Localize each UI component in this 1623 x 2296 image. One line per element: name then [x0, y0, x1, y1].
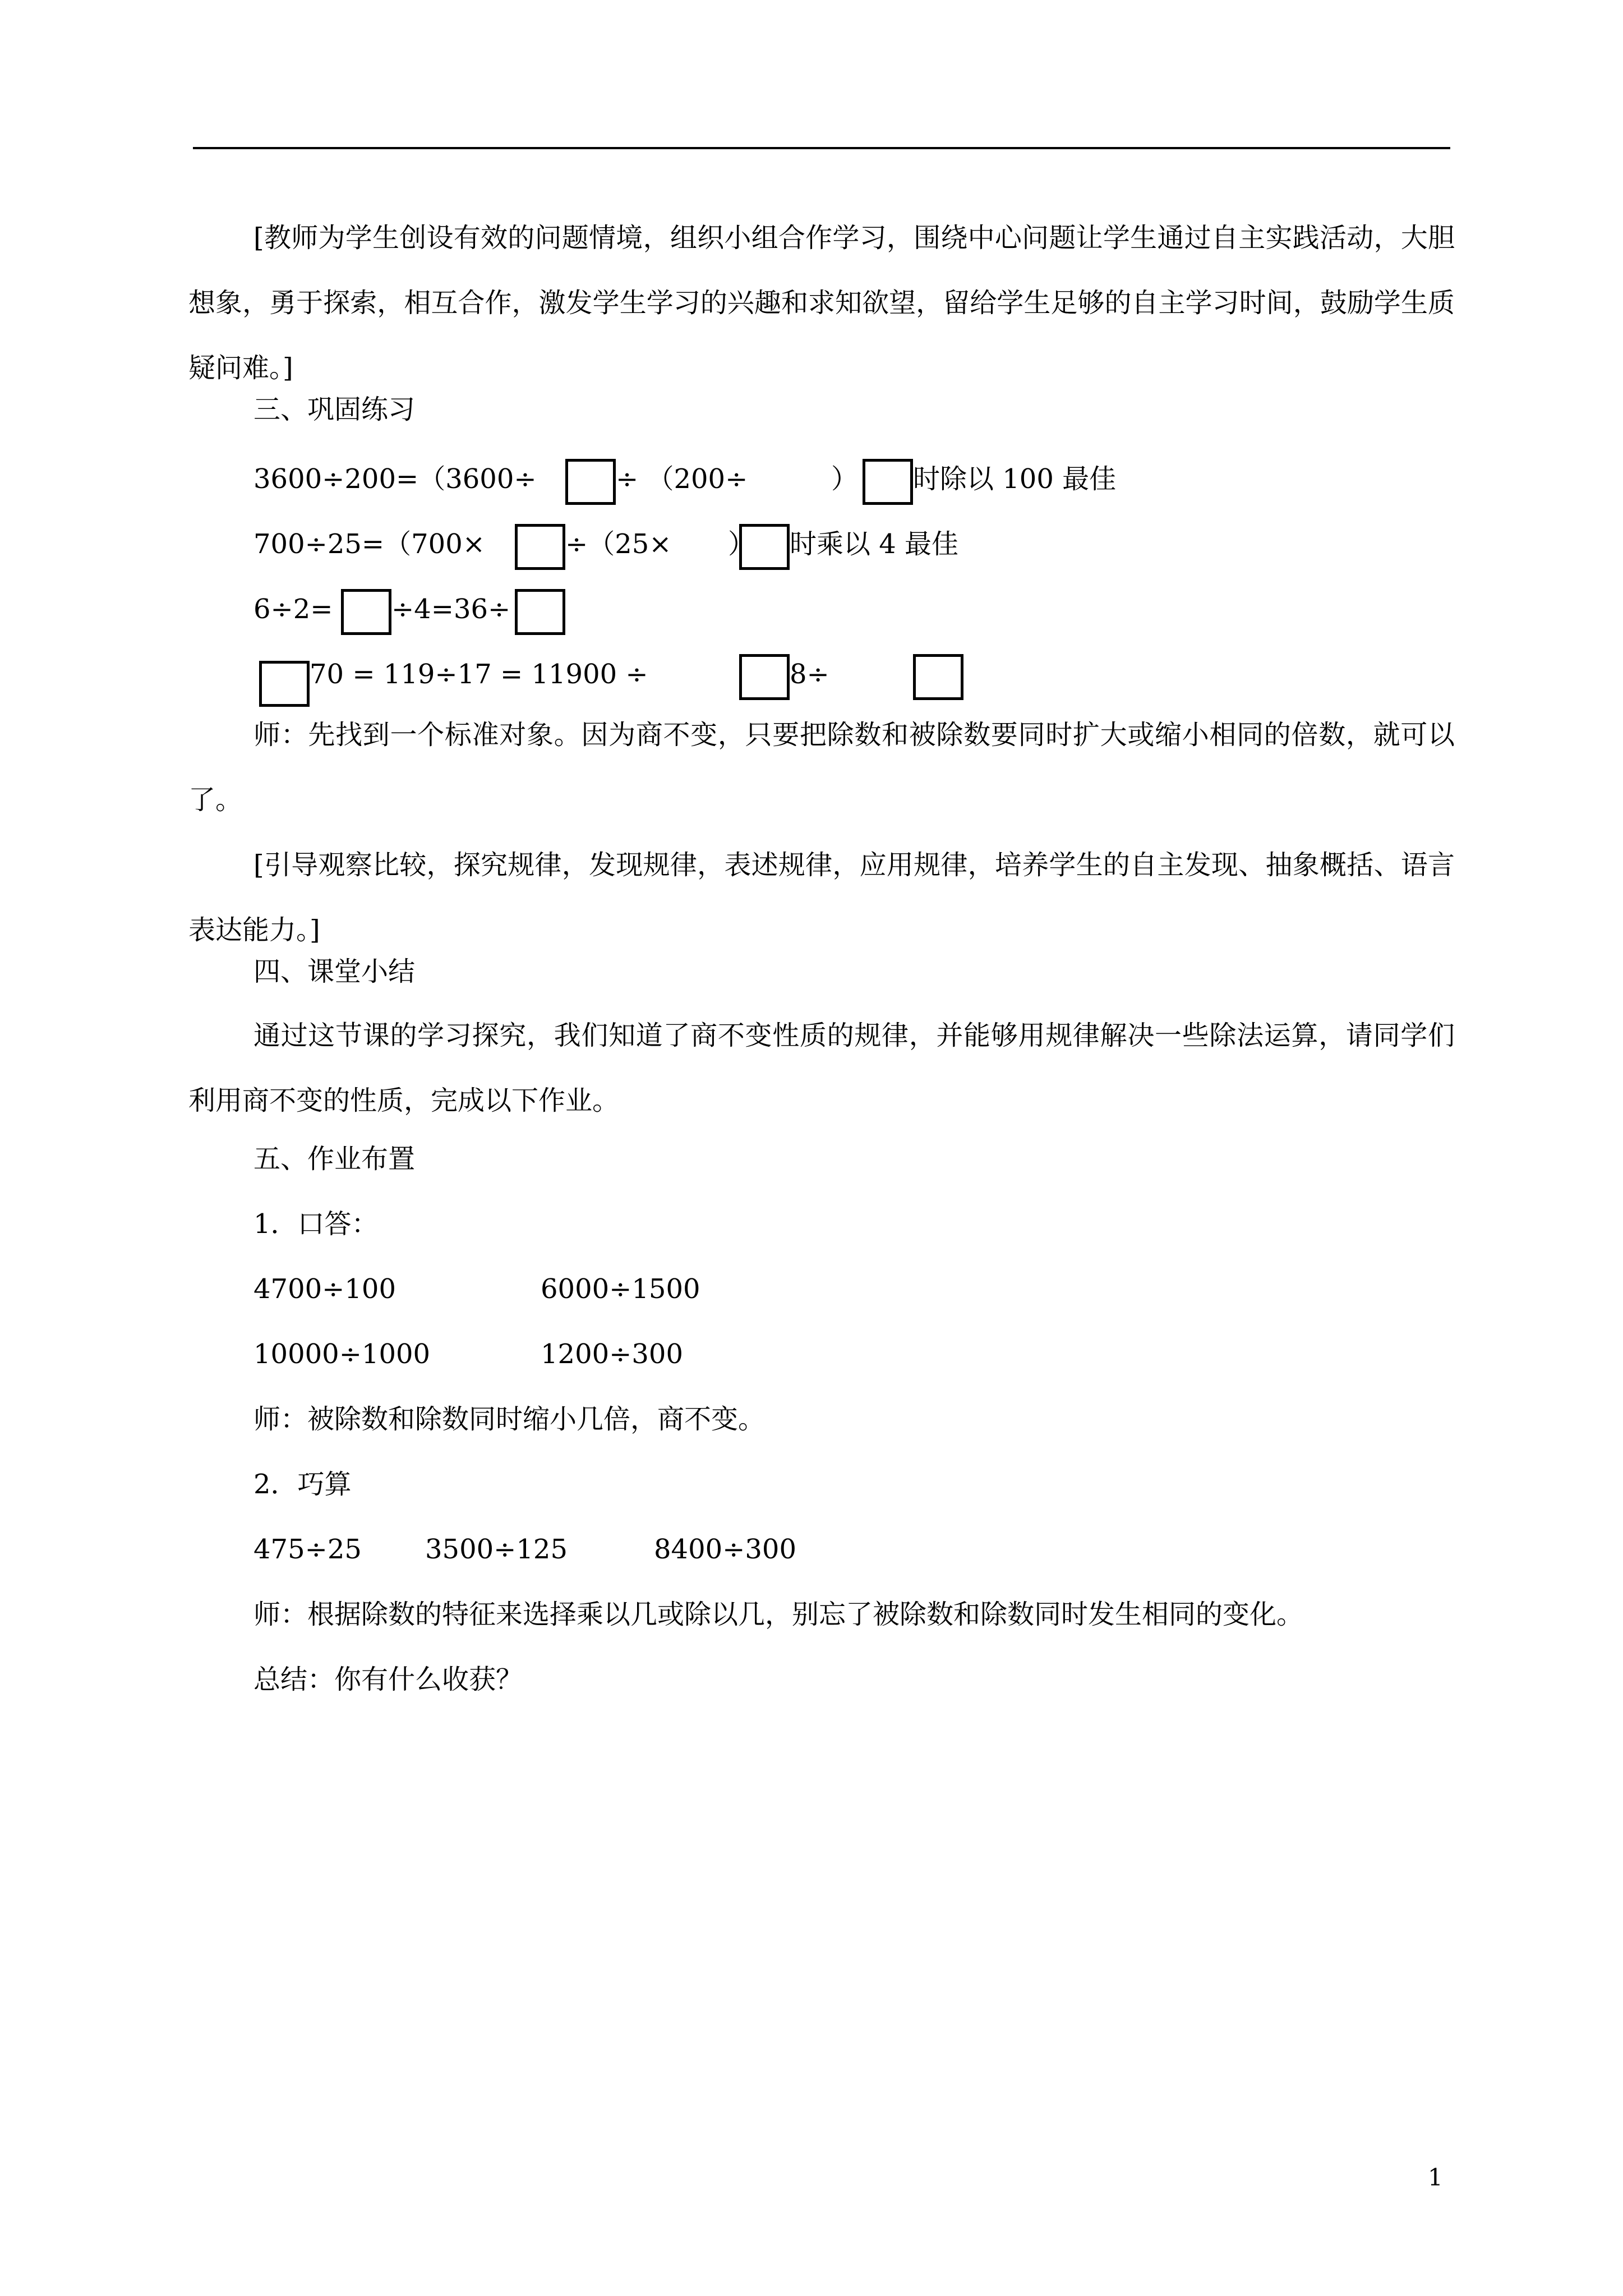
section-5-title: 五、作业布置 [253, 1143, 416, 1175]
exercise-1-part-a: 3600÷200=（3600÷ [253, 463, 537, 495]
exercise-4-part-b: 8÷ [790, 659, 829, 690]
homework-1-item: 1200÷300 [541, 1338, 683, 1370]
section-4-title: 四、课堂小结 [253, 956, 416, 987]
section-3-title: 三、巩固练习 [253, 394, 416, 425]
answer-box[interactable] [515, 589, 565, 635]
exercise-1-part-c: ） [831, 463, 859, 495]
conclusion-line: 总结：你有什么收获？ [253, 1664, 523, 1695]
exercise-4-part-a: 70 = 119÷17 = 11900 ÷ [310, 659, 648, 690]
homework-2-item: 3500÷125 [425, 1534, 568, 1565]
exercise-2-part-a: 700÷25=（700× [253, 528, 485, 560]
homework-2-item: 475÷25 [253, 1534, 362, 1565]
page-number: 1 [1428, 2164, 1443, 2191]
answer-box[interactable] [739, 524, 790, 570]
homework-1-item: 6000÷1500 [541, 1273, 700, 1305]
teacher-remark-2: 师：被除数和除数同时缩小几倍，商不变。 [253, 1404, 766, 1435]
teacher-remark-1 [188, 702, 1455, 832]
answer-box[interactable] [565, 459, 616, 505]
header-rule [193, 147, 1450, 149]
answer-box[interactable] [863, 459, 913, 505]
intro-text: [教师为学生创设有效的问题情境，组织小组合作学习，围绕中心问题让学生通过自主实践活动，大胆想象，勇于探索，相互合作，激发学生学习的兴趣和求知欲望，留给学生足够的自主学习时间，鼓励学生质疑问难。] [188, 222, 1455, 384]
answer-box[interactable] [515, 524, 565, 570]
exercise-3-part-b: ÷4=36÷ [391, 593, 511, 625]
exercise-2-part-c: ） [728, 528, 755, 560]
homework-1-item: 10000÷1000 [253, 1338, 431, 1370]
answer-box[interactable] [913, 654, 963, 700]
answer-box[interactable] [259, 661, 310, 707]
homework-1-item: 4700÷100 [253, 1273, 396, 1305]
exercise-3-part-a: 6÷2= [253, 593, 333, 625]
exercise-2-part-b: ÷（25× [565, 528, 672, 560]
answer-box[interactable] [341, 589, 391, 635]
answer-box[interactable] [739, 654, 790, 700]
summary-text: 通过这节课的学习探究，我们知道了商不变性质的规律，并能够用规律解决一些除法运算，请同学们利用商不变的性质，完成以下作业。 [188, 1020, 1455, 1116]
guide-text: [引导观察比较，探究规律，发现规律，表述规律，应用规律，培养学生的自主发现、抽象概括、语言表达能力。] [188, 849, 1455, 946]
guide-paragraph [188, 832, 1455, 963]
teacher-remark-1-text: 师：先找到一个标准对象。因为商不变，只要把除数和被除数要同时扩大或缩小相同的倍数，就可以了。 [188, 719, 1455, 816]
summary-paragraph [188, 1003, 1455, 1133]
exercise-2-part-d: 时乘以 4 最佳 [790, 528, 959, 560]
exercise-1-part-d: 时除以 100 最佳 [913, 463, 1117, 495]
exercise-1-part-b: ÷ （200÷ [616, 463, 748, 495]
homework-2-item: 8400÷300 [654, 1534, 796, 1565]
homework-2-title: 2．巧算 [253, 1469, 352, 1500]
homework-1-title: 1．口答： [253, 1208, 379, 1240]
intro-paragraph [188, 205, 1455, 401]
teacher-remark-3: 师：根据除数的特征来选择乘以几或除以几，别忘了被除数和除数同时发生相同的变化。 [253, 1599, 1304, 1630]
